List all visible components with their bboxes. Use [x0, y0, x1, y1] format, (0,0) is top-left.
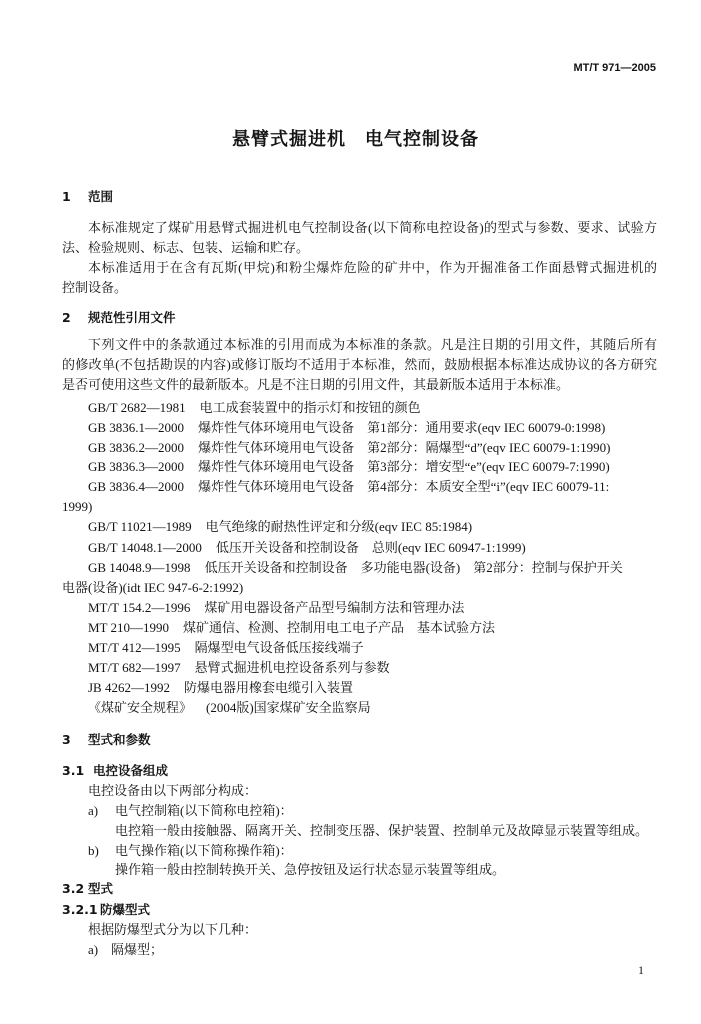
list-item-label: a): [88, 803, 99, 818]
reference-code: GB 3836.1—2000: [88, 420, 185, 435]
reference-title-continuation: 1999): [62, 499, 93, 514]
reference-item: [88, 620, 495, 636]
section-3-2-1-title: 防爆型式: [100, 902, 151, 917]
reference-code: MT/T 154.2—1996: [88, 600, 191, 615]
section-3-title: 型式和参数: [88, 732, 151, 747]
reference-title: 煤矿通信、检测、控制用电工电子产品 基本试验方法: [183, 620, 496, 635]
reference-code: GB 3836.3—2000: [88, 459, 185, 474]
reference-item: [88, 600, 464, 616]
reference-code: GB 14048.9—1998: [88, 560, 191, 575]
reference-item: [88, 640, 364, 656]
operation-box-item: 电气操作箱(以下简称操作箱)：: [115, 843, 293, 858]
operation-box-description: 操作箱一般由控制转换开关、急停按钮及运行状态显示装置等组成。: [115, 862, 506, 877]
section-1-title: 范围: [88, 189, 114, 204]
references-intro-line-1: 下列文件中的条款通过本标准的引用而成为本标准的条款。凡是注日期的引用文件，其随后所有: [88, 337, 657, 352]
composition-intro: 电控设备由以下两部分构成：: [88, 783, 258, 798]
page-number: 1: [638, 963, 644, 977]
flameproof-type-item: 隔爆型；: [111, 942, 164, 957]
reference-title: 低压开关设备和控制设备 总则(eqv IEC 60947-1:1999): [215, 540, 526, 555]
reference-item: [88, 660, 390, 676]
reference-item: [88, 479, 609, 495]
document-title: 悬臂式掘进机 电气控制设备: [232, 129, 479, 150]
reference-item: [88, 700, 371, 716]
reference-code: 《煤矿安全规程》: [88, 700, 193, 715]
reference-title: 电工成套装置中的指示灯和按钮的颜色: [199, 400, 421, 415]
section-1-number: 1: [62, 189, 71, 204]
reference-title: 悬臂式掘进机电控设备系列与参数: [194, 660, 390, 675]
reference-title: 爆炸性气体环境用电气设备 第4部分：本质安全型“i”(eqv IEC 60079-11:: [198, 479, 610, 494]
list-item-label: b): [88, 843, 99, 858]
reference-code: GB/T 14048.1—2000: [88, 540, 202, 555]
reference-title: 爆炸性气体环境用电气设备 第3部分：增安型“e”(eqv IEC 60079-7:1990): [198, 459, 610, 474]
scope-paragraph-1-line-1: 本标准规定了煤矿用悬臂式掘进机电气控制设备(以下简称电控设备)的型式与参数、要求、试验方: [88, 220, 657, 235]
section-3-2-number: 3.2: [62, 881, 85, 896]
references-intro-line-2: 的修改单(不包括勘误的内容)或修订版均不适用于本标准，然而，鼓励根据本标准达成协议的各方研究: [62, 357, 657, 372]
scope-paragraph-2-line-1: 本标准适用于在含有瓦斯(甲烷)和粉尘爆炸危险的矿井中，作为开掘准备工作面悬臂式掘进机的: [88, 260, 657, 275]
section-3-1-title: 电控设备组成: [93, 763, 169, 778]
reference-code: MT/T 412—1995: [88, 640, 181, 655]
reference-item: [88, 440, 610, 456]
reference-code: GB/T 2682—1981: [88, 400, 186, 415]
section-3-1-number: 3.1: [62, 763, 85, 778]
section-3-2-title: 型式: [88, 881, 114, 896]
references-intro-line-3: 是否可使用这些文件的最新版本。凡是不注日期的引用文件，其最新版本适用于本标准。: [62, 377, 570, 392]
standard-code: MT/T 971—2005: [573, 62, 656, 74]
list-item-label: a): [88, 942, 99, 957]
reference-item: [88, 400, 421, 416]
section-2-number: 2: [62, 310, 71, 325]
reference-code: MT 210—1990: [88, 620, 170, 635]
reference-title: 爆炸性气体环境用电气设备 第2部分：隔爆型“d”(eqv IEC 60079-1:1990): [198, 440, 611, 455]
reference-code: JB 4262—1992: [88, 680, 170, 695]
reference-title: 防爆电器用橡套电缆引入装置: [183, 680, 353, 695]
reference-item: [88, 420, 605, 436]
reference-title: 低压开关设备和控制设备 多功能电器(设备) 第2部分：控制与保护开关: [204, 560, 623, 575]
section-3-2-1-number: 3.2.1: [62, 902, 98, 917]
reference-title-continuation: 电器(设备)(idt IEC 947-6-2:1992): [62, 580, 244, 595]
reference-title: (2004版)国家煤矿安全监察局: [206, 700, 371, 715]
reference-title: 电气绝缘的耐热性评定和分级(eqv IEC 85:1984): [205, 519, 473, 534]
reference-item: [88, 680, 353, 696]
scope-paragraph-1-line-2: 法、检验规则、标志、包装、运输和贮存。: [62, 240, 310, 255]
reference-code: GB 3836.4—2000: [88, 479, 185, 494]
explosion-proof-intro: 根据防爆型式分为以下几种：: [88, 922, 258, 937]
reference-code: GB 3836.2—2000: [88, 440, 185, 455]
reference-item: [88, 519, 472, 535]
reference-title: 爆炸性气体环境用电气设备 第1部分：通用要求(eqv IEC 60079-0:1998): [198, 420, 606, 435]
reference-code: MT/T 682—1997: [88, 660, 181, 675]
reference-item: [88, 540, 526, 556]
reference-title: 隔爆型电气设备低压接线端子: [194, 640, 364, 655]
section-3-number: 3: [62, 732, 71, 747]
section-2-title: 规范性引用文件: [88, 310, 176, 325]
control-box-item: 电气控制箱(以下简称电控箱)：: [115, 803, 293, 818]
reference-code: GB/T 11021—1989: [88, 519, 192, 534]
scope-paragraph-2-line-2: 控制设备。: [62, 280, 128, 295]
reference-item: [88, 560, 623, 576]
reference-title: 煤矿用电器设备产品型号编制方法和管理办法: [204, 600, 465, 615]
control-box-description: 电控箱一般由接触器、隔离开关、控制变压器、保护装置、控制单元及故障显示装置等组成。: [115, 823, 649, 838]
reference-item: [88, 459, 610, 475]
